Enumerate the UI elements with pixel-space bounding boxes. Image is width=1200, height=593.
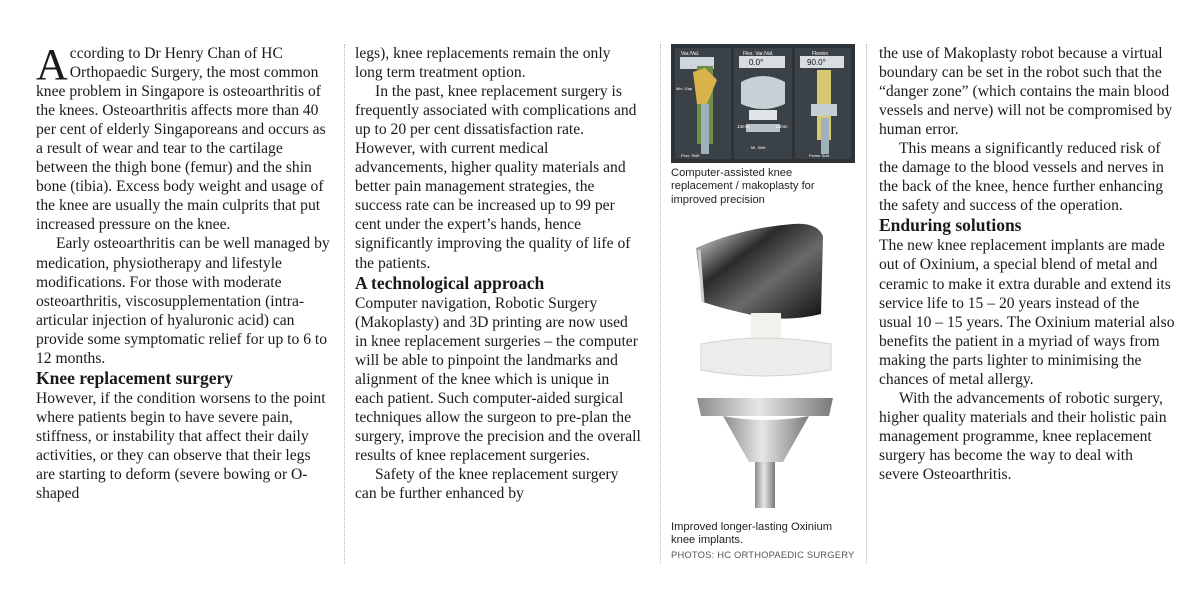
heading-enduring-solutions: Enduring solutions — [879, 215, 1022, 236]
tibial-tray — [697, 398, 833, 416]
screen-label-mm-right: 13mm — [775, 124, 788, 129]
screen-label-mm-left: 13mm — [737, 124, 750, 129]
column-divider — [344, 44, 345, 564]
paragraph-oxinium: The new knee replacement implants are made out of Oxinium, a special blend of metal and ceramic to make it extra durable and extend its service life to 15 – 20 years instead of the usual 10 – 15 years. The Oxinium material also benefits the patient in a myriad of ways from making the parts lighter to minimising the chances of metal allergy. — [879, 237, 1175, 388]
navigation-screen-graphic — [671, 44, 855, 163]
heading-technological-approach: A technological approach — [355, 272, 545, 293]
paragraph-computer-navigation: Computer navigation, Robotic Surgery (Makoplasty) and 3D printing are now used in knee replacement surgeries – the computer will be able to pinpoint the landmarks and alignment of the knee which is unique in each patient. Such computer-aided surgical techniques allow the surgeon to pre-plan the surgery, improve the precision and the overall results of knee replacement surgeries. — [355, 294, 641, 464]
paragraph-only-option: legs), knee replacements remain the only long term treatment option. — [355, 45, 611, 82]
screen-label-flexion: Flexion — [812, 51, 829, 57]
photo-credit: PHOTOS: HC ORTHOPAEDIC SURGERY — [671, 548, 855, 560]
tibial-stem — [755, 462, 775, 508]
figure-caption-oxinium — [671, 521, 855, 561]
screen-label-ml-shift: Ml. Shift — [751, 145, 766, 150]
figure-caption-makoplasty: Computer-assisted knee replacement / makoplasty for improved precision — [671, 167, 815, 206]
paragraph-condition-worsens: However, if the condition worsens to the point where patients begin to have severe pain, stiffness, or instability that affect their daily activities, or they can observe that their legs are starting to deform (severe bowing or O-shaped — [36, 389, 326, 503]
column-divider — [866, 44, 867, 564]
screen-label-prox-shift: Prox. Shift — [681, 153, 700, 158]
heading-knee-replacement-surgery: Knee replacement surgery — [36, 367, 233, 388]
screen-label-varval: Var./Val. — [681, 51, 700, 57]
screen-label-femur-size: Femur Size — [809, 153, 830, 158]
screen-label-min-gap: Min. Gap — [676, 86, 693, 91]
makoplasty-screen-photo — [671, 44, 855, 163]
paragraph-intro: According to Dr Henry Chan of HC Orthopaedic Surgery, the most common knee problem in Singapore is osteoarthritis of the knees. Osteoarthritis affects more than 40 per cent of elderly Singaporeans and occurs as a result of wear and tear to the cartilage between the thigh bone (femur) and the shin bone (tibia). Excess body weight and usage of the knee are usually the main culprits that put increased pressure on the knee. — [36, 40, 326, 234]
screen-label-flex-varval: Flex. Var./Val. — [743, 51, 774, 57]
femoral-component — [696, 224, 823, 319]
screen-value-center: 0.0° — [749, 58, 764, 67]
column-divider — [660, 44, 661, 564]
polyethylene-insert — [701, 338, 831, 376]
paragraph-advancements: With the advancements of robotic surgery, higher quality materials and their holistic pain management programme, knee replacement surgery has become the way to deal with severe Osteoarthritis. — [879, 389, 1167, 483]
drop-cap: A — [36, 40, 68, 89]
paragraph-early-oa: Early osteoarthritis can be well managed by medication, physiotherapy and lifestyle modifications. For those with moderate osteoarthritis, viscosupplementation (intra-articular injection of hyaluronic acid) can provide some symptomatic relief for up to 6 to 12 months. — [36, 235, 330, 367]
paragraph-reduced-risk: This means a significantly reduced risk of the damage to the blood vessels and nerves in the back of the knee, hence further enhancing the safety and success of the operation. — [879, 140, 1164, 215]
oxinium-knee-implant-photo — [671, 210, 855, 526]
article-column-4 — [879, 44, 1175, 484]
paragraph-makoplasty-robot: the use of Makoplasty robot because a virtual boundary can be set in the robot such that the “danger zone” (which contains the main blood vessels and nerve) will not be compromised by human error. — [879, 45, 1173, 139]
paragraph-in-the-past: In the past, knee replacement surgery is frequently associated with complications and up to 20 per cent dissatisfaction rate. However, with current medical advancements, higher quality materials and better pain management strategies, the success rate can be increased up to 99 per cent under the expert’s hands, hence significantly improving the quality of life of the patients. — [355, 83, 637, 272]
paragraph-safety: Safety of the knee replacement surgery can be further enhanced by — [355, 465, 619, 503]
caption-text-oxinium: Improved longer-lasting Oxinium knee implants. — [671, 521, 833, 547]
screen-value-flexion: 90.0° — [807, 58, 826, 67]
tibial-keel — [723, 416, 809, 462]
article-column-2 — [355, 44, 641, 503]
article-column-1 — [36, 40, 332, 503]
